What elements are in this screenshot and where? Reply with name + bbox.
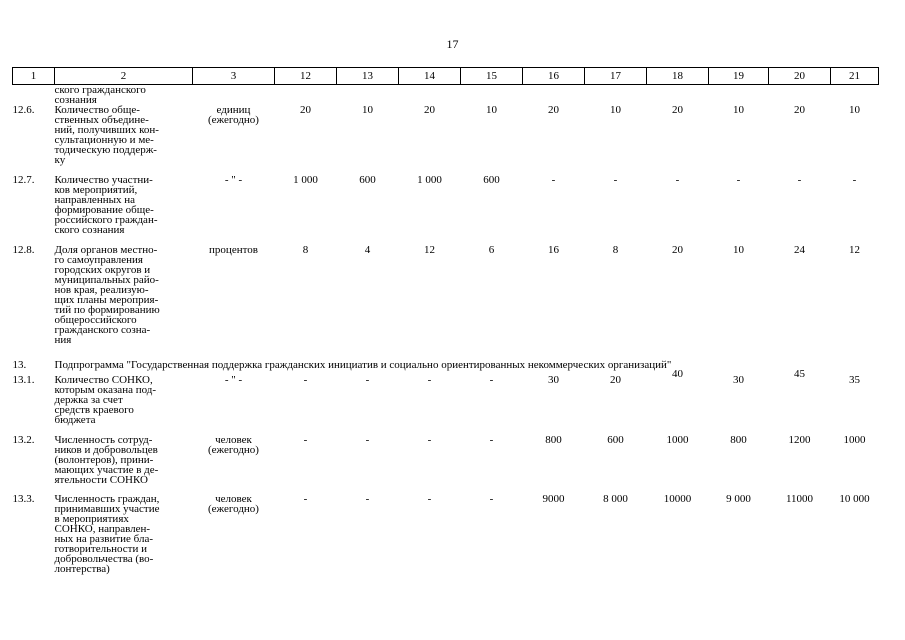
value-cell: -: [365, 493, 370, 505]
value-cell: 10: [486, 104, 497, 116]
value-cell: 16: [548, 244, 559, 256]
row-name: Количество СОНКО, которым оказана под- держка за счет средств краевого бюджета: [54, 374, 157, 426]
value-cell: 600: [607, 434, 624, 446]
table-row: [13, 494, 879, 584]
value-cell: 20: [610, 374, 621, 386]
header-cell: 16: [523, 68, 585, 85]
value-cell: 24: [794, 244, 805, 256]
value-cell: -: [797, 174, 802, 186]
value-cell: 4: [364, 244, 371, 256]
table-row: [13, 175, 879, 245]
value-cell: 9 000: [726, 493, 751, 505]
header-cell: 1: [13, 68, 55, 85]
header-row: [13, 68, 879, 85]
value-cell: -: [303, 374, 308, 386]
value-cell: 1200: [788, 434, 811, 446]
row-unit: процентов: [209, 244, 258, 256]
row-unit: человек (ежегодно): [208, 434, 259, 456]
table-row: [13, 375, 879, 435]
continuation-row: [13, 85, 879, 106]
row-number: 13.2.: [12, 434, 35, 446]
row-number: [13, 85, 55, 106]
value-cell: 1 000: [293, 174, 318, 186]
row-name: Доля органов местно- го самоуправления городских округов и муниципальных райо- нов края, реализую- щих планы мероприя- тий по формированию общероссийского гражданского созна- ния: [54, 244, 160, 346]
value-cell: 20: [424, 104, 435, 116]
value-cell: -: [427, 374, 432, 386]
value-cell: 6: [488, 244, 495, 256]
header-cell: 14: [399, 68, 461, 85]
row-name: Численность сотруд- ников и добровольцев (волонтеров), прини- мающих участие в де- ятельности СОНКО: [54, 434, 159, 486]
value-cell: 45: [794, 368, 805, 380]
value-cell: 20: [672, 244, 683, 256]
value-cell: 10000: [663, 493, 692, 505]
value-cell: 12: [424, 244, 435, 256]
value-cell: 10: [610, 104, 621, 116]
row-unit: - " -: [224, 174, 243, 186]
subprogram-number: 13.: [12, 359, 27, 371]
header-cell: 17: [585, 68, 647, 85]
value-cell: 10: [362, 104, 373, 116]
value-cell: -: [427, 434, 432, 446]
header-cell: 19: [709, 68, 769, 85]
subprogram-row: [13, 358, 879, 375]
value-cell: 20: [672, 104, 683, 116]
row-number: 12.8.: [12, 244, 35, 256]
header-cell: 21: [831, 68, 879, 85]
value-cell: 8: [302, 244, 309, 256]
value-cell: 20: [300, 104, 311, 116]
value-cell: -: [365, 374, 370, 386]
value-cell: -: [551, 174, 556, 186]
subprogram-title: Подпрограмма "Государственная поддержка гражданских инициатив и социально ориентированных некоммерческих организаций": [54, 359, 672, 371]
row-number: 12.7.: [12, 174, 35, 186]
value-cell: 20: [548, 104, 559, 116]
value-cell: 10: [733, 244, 744, 256]
table-row: [13, 435, 879, 494]
value-cell: 20: [794, 104, 805, 116]
value-cell: -: [489, 374, 494, 386]
row-name: Количество обще- ственных объедине- ний, получивших кон- сультационную и ме- тодическую поддерж- ку: [54, 104, 159, 166]
value-cell: -: [303, 434, 308, 446]
row-number: 13.3.: [12, 493, 35, 505]
value-cell: 1000: [666, 434, 689, 446]
value-cell: -: [427, 493, 432, 505]
value-cell: 40: [672, 368, 683, 380]
value-cell: 8: [612, 244, 619, 256]
row-unit: человек (ежегодно): [208, 493, 259, 515]
value-cell: -: [489, 434, 494, 446]
value-cell: -: [613, 174, 618, 186]
value-cell: -: [852, 174, 857, 186]
value-cell: -: [736, 174, 741, 186]
table-row: [13, 105, 879, 175]
value-cell: 8 000: [603, 493, 628, 505]
row-unit: единиц (ежегодно): [208, 104, 259, 126]
table-row: [13, 245, 879, 358]
value-cell: 10: [733, 104, 744, 116]
header-cell: 18: [647, 68, 709, 85]
value-cell: 1000: [843, 434, 866, 446]
value-cell: -: [489, 493, 494, 505]
value-cell: 800: [545, 434, 562, 446]
value-cell: 30: [548, 374, 559, 386]
row-number: 12.6.: [12, 104, 35, 116]
value-cell: -: [365, 434, 370, 446]
header-cell: 3: [193, 68, 275, 85]
header-cell: 13: [337, 68, 399, 85]
indicators-table: [12, 67, 879, 584]
row-unit: - " -: [224, 374, 243, 386]
value-cell: -: [303, 493, 308, 505]
value-cell: 11000: [785, 493, 814, 505]
row-name: Количество участни- ков мероприятий, направленных на формирование обще- российского граждан- ского сознания: [54, 174, 158, 236]
page-number: 17: [446, 37, 459, 51]
value-cell: 10: [849, 104, 860, 116]
value-cell: 1 000: [417, 174, 442, 186]
header-cell: 2: [55, 68, 193, 85]
value-cell: -: [675, 174, 680, 186]
row-number: 13.1.: [12, 374, 35, 386]
row-name: Численность граждан, принимавших участие в мероприятиях СОНКО, направлен- ных на развитие бла- готворительности и добровольчества (во- лонтерства): [54, 493, 160, 575]
value-cell: 9000: [542, 493, 565, 505]
value-cell: 35: [849, 374, 860, 386]
value-cell: 600: [359, 174, 376, 186]
value-cell: 600: [483, 174, 500, 186]
value-cell: 10 000: [839, 493, 870, 505]
header-cell: 12: [275, 68, 337, 85]
value-cell: 30: [733, 374, 744, 386]
header-cell: 15: [461, 68, 523, 85]
value-cell: 12: [849, 244, 860, 256]
value-cell: 800: [730, 434, 747, 446]
row-name: ского гражданского сознания: [54, 84, 146, 106]
header-cell: 20: [769, 68, 831, 85]
